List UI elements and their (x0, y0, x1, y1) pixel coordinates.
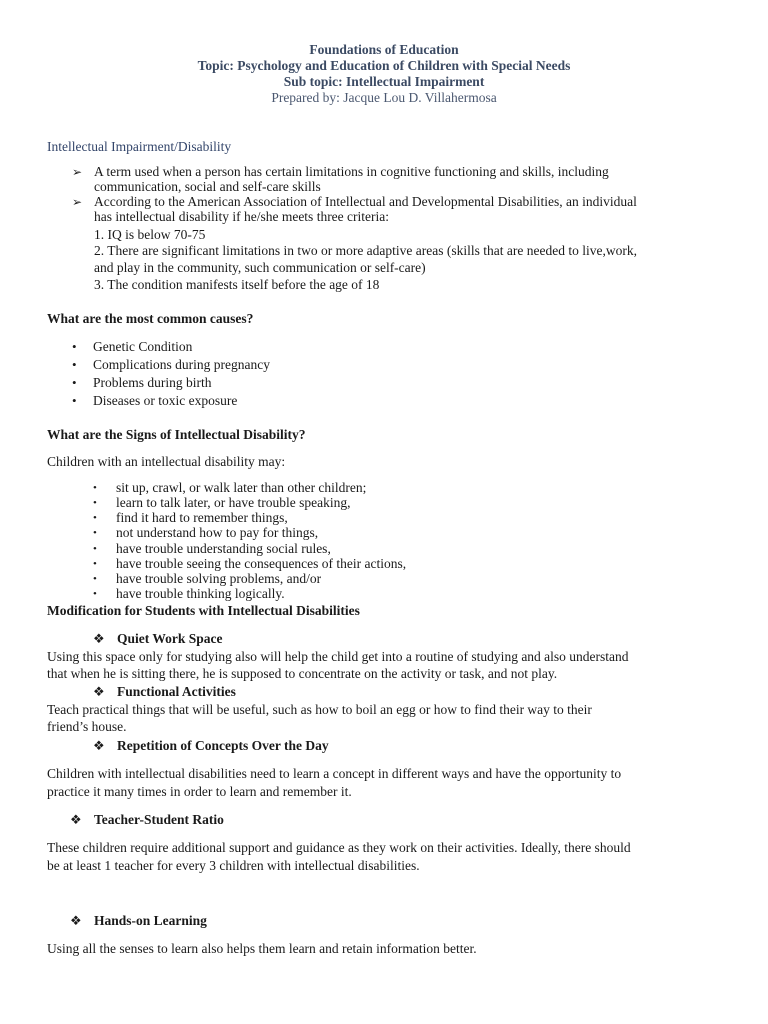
list-item: Problems during birth (93, 375, 212, 390)
arrow-bullet-icon: ➢ (72, 195, 83, 209)
signs-heading: What are the Signs of Intellectual Disability? (47, 427, 306, 442)
bullet-icon: • (93, 573, 97, 585)
criteria-item: 3. The condition manifests itself before the age of 18 (94, 277, 380, 292)
prepared-by-line: Prepared by: Jacque Lou D. Villahermosa (271, 90, 497, 105)
bullet-icon: • (93, 543, 97, 555)
arrow-bullet-icon: ➢ (72, 165, 83, 179)
list-item: not understand how to pay for things, (116, 525, 319, 540)
paragraph-line: practice it many times in order to learn and remember it. (47, 784, 352, 799)
criteria-item: 2. There are significant limitations in two or more adaptive areas (skills that are needed to live,work, (94, 243, 637, 258)
list-item: have trouble understanding social rules, (116, 541, 331, 556)
bullet-icon: • (93, 512, 97, 524)
definition-line-1: A term used when a person has certain limitations in cognitive functioning and skills, including (94, 164, 609, 179)
diamond-bullet-icon: ❖ (93, 738, 105, 753)
bullet-icon: • (72, 393, 77, 408)
list-item: find it hard to remember things, (116, 510, 288, 525)
diamond-bullet-icon: ❖ (93, 631, 105, 646)
list-item: have trouble solving problems, and/or (116, 571, 322, 586)
bullet-icon: • (93, 497, 97, 509)
modification-heading: Modification for Students with Intellectual Disabilities (47, 603, 360, 618)
list-item: have trouble seeing the consequences of their actions, (116, 556, 407, 571)
diamond-bullet-icon: ❖ (70, 913, 82, 928)
causes-heading: What are the most common causes? (47, 311, 254, 326)
paragraph-line: Teach practical things that will be useful, such as how to boil an egg or how to find their way to their (47, 702, 592, 717)
bullet-icon: • (93, 482, 97, 494)
bullet-icon: • (93, 527, 97, 539)
subtopic-line: Sub topic: Intellectual Impairment (283, 74, 485, 89)
paragraph-line: These children require additional support and guidance as they work on their activities. Ideally, there should (47, 840, 631, 855)
bullet-icon: • (72, 339, 77, 354)
subheading-teacher-student-ratio: Teacher-Student Ratio (94, 812, 224, 827)
aaidd-line-2: has intellectual disability if he/she meets three criteria: (94, 209, 390, 224)
paragraph-line: Using this space only for studying also will help the child get into a routine of studying and also understand (47, 649, 629, 664)
subheading-quiet-work-space: Quiet Work Space (117, 631, 223, 646)
list-item: learn to talk later, or have trouble speaking, (116, 495, 351, 510)
list-item: Genetic Condition (93, 339, 193, 354)
paragraph-line: Children with intellectual disabilities need to learn a concept in different ways and have the opportunity to (47, 766, 622, 781)
list-item: Diseases or toxic exposure (93, 393, 238, 408)
paragraph-line: Using all the senses to learn also helps them learn and retain information better. (47, 941, 477, 956)
criteria-item: and play in the community, such communication or self-care) (94, 260, 426, 275)
definition-line-2: communication, social and self-care skills (94, 179, 321, 194)
subheading-hands-on-learning: Hands-on Learning (94, 913, 207, 928)
document-header (0, 42, 768, 106)
bullet-icon: • (93, 588, 97, 600)
list-item: have trouble thinking logically. (116, 586, 285, 601)
diamond-bullet-icon: ❖ (70, 812, 82, 827)
list-item: Complications during pregnancy (93, 357, 270, 372)
course-title: Foundations of Education (309, 42, 459, 57)
bullet-icon: • (72, 375, 77, 390)
bullet-icon: • (72, 357, 77, 372)
aaidd-line-1: According to the American Association of Intellectual and Developmental Disabilities, an individual (94, 194, 637, 209)
bullet-icon: • (93, 558, 97, 570)
paragraph-line: be at least 1 teacher for every 3 children with intellectual disabilities. (47, 858, 420, 873)
subheading-functional-activities: Functional Activities (117, 684, 236, 699)
paragraph-line: that when he is sitting there, he is supposed to concentrate on the activity or task, and not play. (47, 666, 558, 681)
paragraph-line: friend’s house. (47, 719, 127, 734)
topic-line: Topic: Psychology and Education of Children with Special Needs (197, 58, 571, 73)
criteria-item: 1. IQ is below 70-75 (94, 227, 206, 242)
list-item: sit up, crawl, or walk later than other children; (116, 480, 367, 495)
subheading-repetition: Repetition of Concepts Over the Day (117, 738, 329, 753)
section-title-intellectual-impairment: Intellectual Impairment/Disability (47, 139, 232, 154)
diamond-bullet-icon: ❖ (93, 684, 105, 699)
signs-intro: Children with an intellectual disability may: (47, 454, 286, 469)
